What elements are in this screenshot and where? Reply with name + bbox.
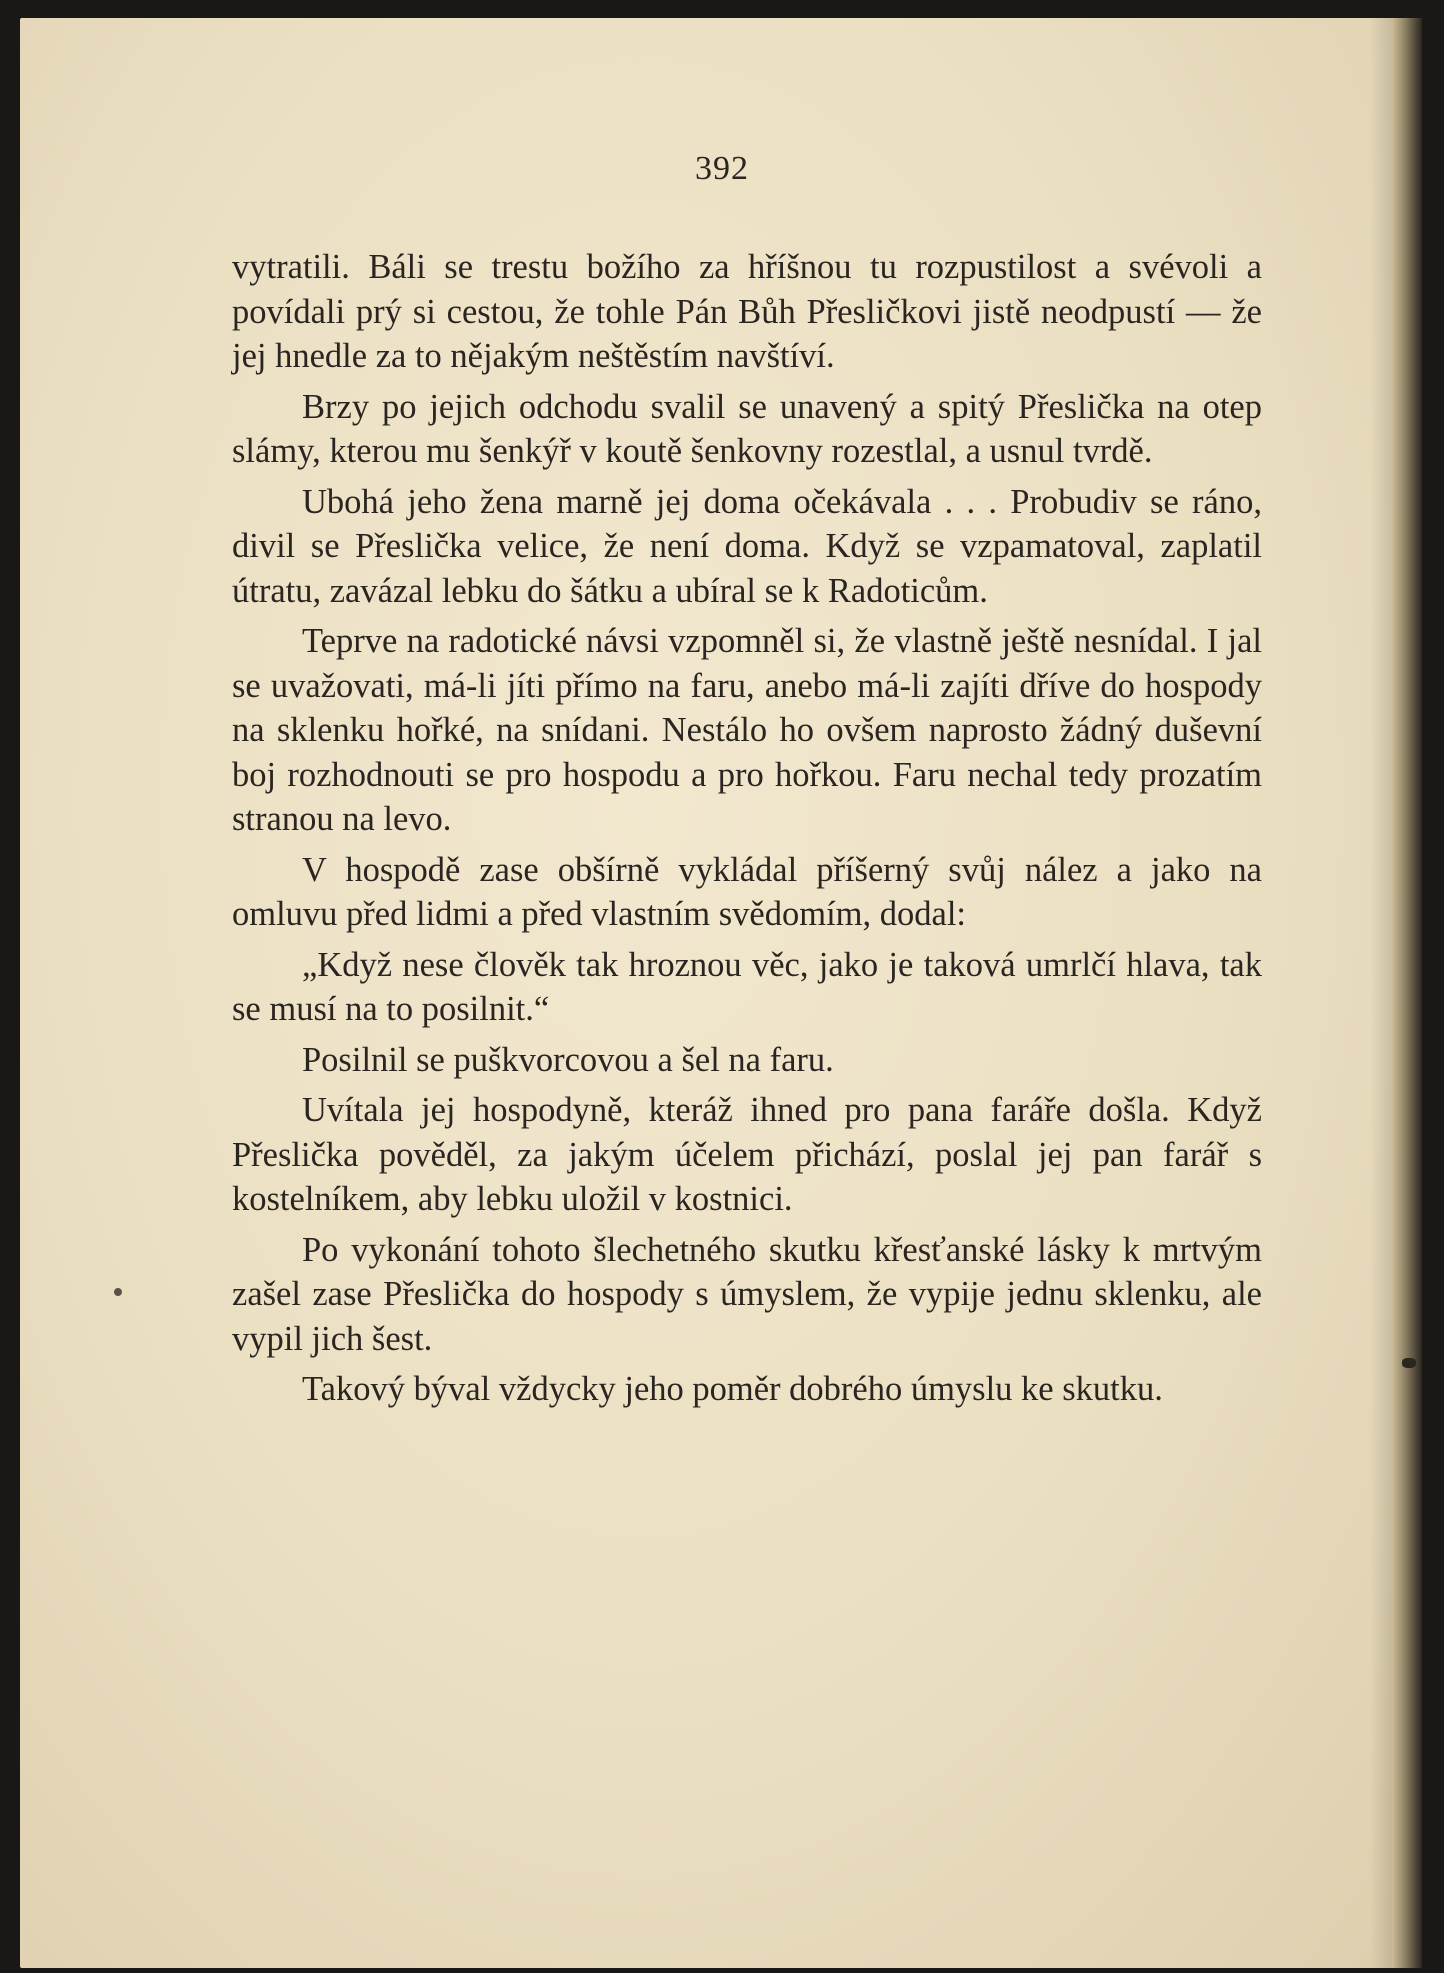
quoted-speech: „Když nese člověk tak hroznou věc, jako je taková umrlčí hlava, tak se musí na to posilnit.“	[232, 945, 1262, 1028]
paragraph: Takový býval vždycky jeho poměr dobrého úmyslu ke skutku.	[302, 1370, 1163, 1408]
paragraph: Posilnil se puškvorcovou a šel na faru.	[302, 1040, 834, 1079]
paragraph: V hospodě zase obšírně vykládal příšerný svůj nález a jako na omluvu před lidmi a před vlastním svědomím, dodal:	[232, 850, 1262, 933]
paragraph-continuation: vytratili. Báli se trestu božího za hříšnou tu rozpustilost a svévoli a povídali prý si cestou, že tohle Pán Bůh Přesličkovi jistě neodpustí — že jej hnedle za to nějakým neštěstím navštíví.	[232, 248, 1262, 375]
paragraph: Po vykonání tohoto šlechetného skutku křesťanské lásky k mrtvým zašel zase Přeslička do hospody s úmyslem, že vypije jednu sklenku, ale vypil jich šest.	[232, 1230, 1262, 1358]
paper-speck	[114, 1288, 122, 1296]
page-number: 392	[695, 150, 749, 187]
body-text	[232, 245, 1262, 1418]
spine-mark	[1402, 1358, 1416, 1368]
paragraph: Brzy po jejich odchodu svalil se unavený a spitý Přeslička na otep slámy, kterou mu šenkýř v koutě šenkovny rozestlal, a usnul tvrdě.	[232, 387, 1262, 470]
book-spine	[1392, 18, 1422, 1968]
page-edge-shadow	[1370, 18, 1394, 1968]
paragraph: Uvítala jej hospodyně, kteráž ihned pro pana faráře došla. Když Přeslička pověděl, za jakým účelem přichází, poslal jej pan farář s kostelníkem, aby lebku uložil v kostnici.	[232, 1091, 1262, 1218]
paragraph: Teprve na radotické návsi vzpomněl si, že vlastně ještě nesnídal. I jal se uvažovati, má-li jíti přímo na faru, anebo má-li zajíti dříve do hospody na sklenku hořké, na snídani. Nestálo ho ovšem naprosto žádný duševní boj rozhodnouti se pro hospodu a pro hořkou. Faru nechal tedy prozatím stranou na levo.	[232, 622, 1262, 838]
paragraph: Ubohá jeho žena marně jej doma očekávala . . . Probudiv se ráno, divil se Přeslička velice, že není doma. Když se vzpamatoval, zaplatil útratu, zavázal lebku do šátku a ubíral se k Radoticům.	[232, 482, 1262, 610]
